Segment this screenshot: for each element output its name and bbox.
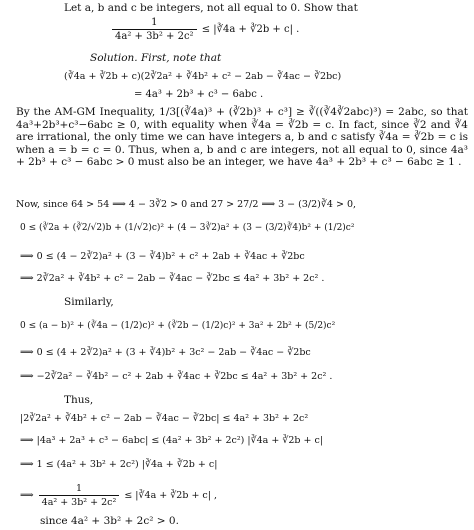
- squares-1-line-2: ⟹ 0 ≤ (4 − 2∛2)a² + (3 − ∛4)b² + c² + 2ab + ∛4ac + ∛2bc: [20, 251, 305, 262]
- final-fraction: [39, 482, 120, 509]
- solution-intro: Solution. First, note that: [90, 52, 222, 64]
- thus-line-3: ⟹ 1 ≤ (4a² + 3b² + 2c²) |∛4a + ∛2b + c|: [20, 459, 218, 470]
- thus-line-2: ⟹ |4a³ + 2a³ + c³ − 6abc| ≤ (4a² + 3b² + 2c²) |∛4a + ∛2b + c|: [20, 435, 324, 446]
- final-inequality: [20, 482, 217, 509]
- thus-line-1: |2∛2a² + ∛4b² + c² − 2ab − ∛4ac − ∛2bc| ≤ 4a² + 3b² + 2c²: [20, 413, 309, 424]
- problem-fraction: [112, 16, 197, 43]
- problem-inequality: [110, 16, 299, 43]
- problem-fraction-numerator: 1: [151, 17, 158, 28]
- similarly-label: Similarly,: [64, 296, 114, 308]
- identity-line-2: = 4a³ + 2b³ + c³ − 6abc .: [134, 89, 264, 100]
- problem-statement: Let a, b and c be integers, not all equal to 0. Show that: [64, 2, 358, 14]
- final-arrow: ⟹: [20, 490, 34, 501]
- squares-1-line-3: ⟹ 2∛2a² + ∛4b² + c² − 2ab − ∛4ac − ∛2bc ≤ 4a² + 3b² + 2c² .: [20, 273, 325, 284]
- identity-line-1: (∛4a + ∛2b + c)(2∛2a² + ∛4b² + c² − 2ab − ∛4ac − ∛2bc): [64, 71, 342, 82]
- final-fraction-numerator: 1: [75, 483, 82, 494]
- since-line: since 4a² + 3b² + 2c² > 0.: [40, 515, 179, 527]
- thus-label: Thus,: [64, 394, 94, 406]
- squares-2-line-2: ⟹ 0 ≤ (4 + 2∛2)a² + (3 + ∛4)b² + 3c² − 2ab − ∛4ac − ∛2bc: [20, 347, 311, 358]
- final-rhs: ≤ |∛4a + ∛2b + c| ,: [124, 490, 217, 501]
- squares-1-line-1: 0 ≤ (∛2a + (∛2/√2)b + (1/√2)c)² + (4 − 3∛2)a² + (3 − (3/2)∛4)b² + (1/2)c²: [20, 223, 355, 233]
- amgm-paragraph: By the AM-GM Inequality, 1/3[(∛4a)³ + (∛2b)³ + c³] ≥ ∛((∛4∛2abc)³) = 2abc, so that 4a³+2b³+c³−6abc ≥ 0, with equality when ∛4a = ∛2b = c. In fact, since ∛2 and ∛4 are irrational, the only time we can have integers a, b and c satisfy ∛4a = ∛2b = c is when a = b = c = 0. Thus, when a, b and c are integers, not all equal to 0, since 4a³ + 2b³ + c³ − 6abc > 0 must also be an integer, we have 4a³ + 2b³ + c³ − 6abc ≥ 1 .: [16, 106, 468, 169]
- problem-fraction-denominator: 4a² + 3b² + 2c²: [112, 29, 197, 43]
- final-fraction-denominator: 4a² + 3b² + 2c²: [39, 495, 120, 509]
- problem-inequality-rhs: ≤ |∛4a + ∛2b + c| .: [201, 24, 300, 35]
- squares-2-line-1: 0 ≤ (a − b)² + (∛4a − (1/2)c)² + (∛2b − (1/2)c)² + 3a² + 2b² + (5/2)c²: [20, 321, 336, 331]
- now-line: Now, since 64 > 54 ⟹ 4 − 3∛2 > 0 and 27 > 27/2 ⟹ 3 − (3/2)∛4 > 0,: [16, 199, 357, 210]
- squares-2-line-3: ⟹ −2∛2a² − ∛4b² − c² + 2ab + ∛4ac + ∛2bc ≤ 4a² + 3b² + 2c² .: [20, 371, 333, 382]
